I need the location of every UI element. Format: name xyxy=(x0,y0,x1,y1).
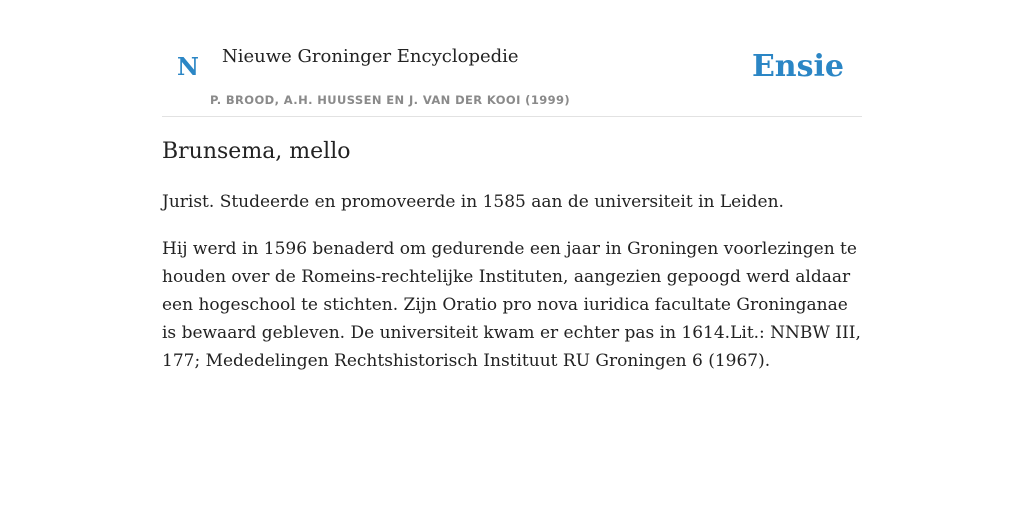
encyclopedia-header xyxy=(162,0,862,117)
article xyxy=(162,138,862,394)
encyclopedia-logo[interactable]: N xyxy=(177,52,199,81)
encyclopedia-authors: P. BROOD, A.H. HUUSSEN EN J. VAN DER KOOI (1999) xyxy=(210,93,571,107)
ensie-logo-link[interactable]: Ensie xyxy=(751,49,844,84)
article-paragraph: Jurist. Studeerde en promoveerde in 1585 aan de universiteit in Leiden. xyxy=(162,191,784,212)
article-paragraph: Hij werd in 1596 benaderd om gedurende een jaar in Groningen voorlezingen te houden over de Romeins-rechtelijke Instituten, aangezien gepoogd werd aldaar een hogeschool te stichten. Zijn Oratio pro nova iuridica facultate Groninganae is bewaard gebleven. De universiteit kwam er echter pas in 1614.Lit.: NNBW III, 177; Mededelingen Rechtshistorisch Instituut RU Groningen 6 (1967). xyxy=(162,238,861,371)
article-title: Brunsema, mello xyxy=(162,139,351,164)
encyclopedia-title-link[interactable]: Nieuwe Groninger Encyclopedie xyxy=(222,46,519,67)
